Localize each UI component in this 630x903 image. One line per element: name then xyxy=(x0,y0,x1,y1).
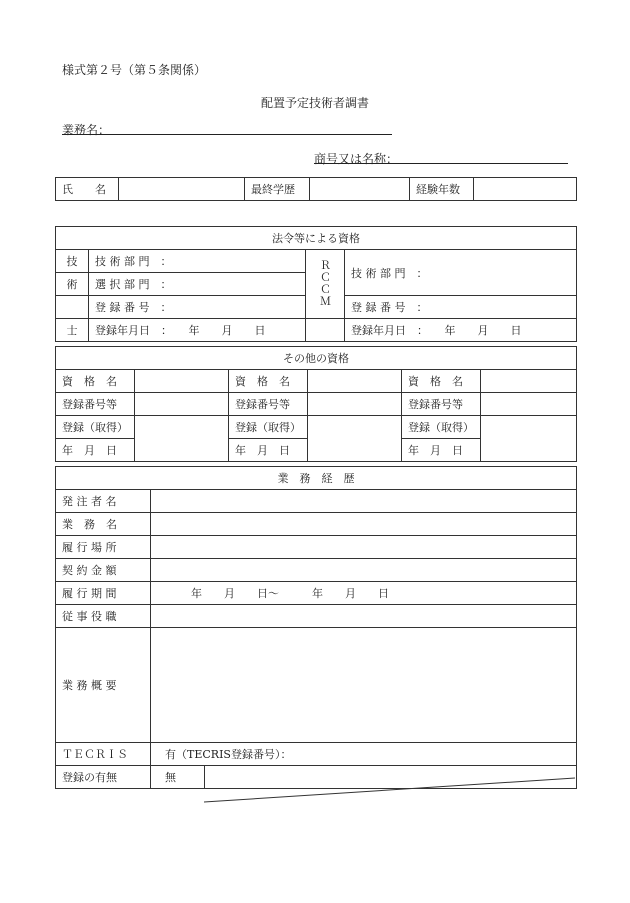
qual-name-input-3[interactable] xyxy=(481,370,577,393)
experience-table xyxy=(55,466,577,789)
engineer-char-blank xyxy=(56,296,89,319)
ymd-label-1: 年 月 日 xyxy=(56,439,135,462)
acquired-label-3: 登録（取得） xyxy=(402,416,481,439)
tecris-label: ＴＥＣＲＩＳ xyxy=(56,743,151,766)
period-input[interactable]: 年 月 日～ 年 月 日 xyxy=(151,582,577,605)
client-label: 発 注 者 名 xyxy=(56,490,151,513)
engineer-field-select-dept[interactable]: 選 択 部 門 ： xyxy=(89,273,306,296)
engineer-field-tech-dept[interactable]: 技 術 部 門 ： xyxy=(89,250,306,273)
tecris-yes[interactable]: 有（TECRIS登録番号）： xyxy=(151,743,577,766)
amount-input[interactable] xyxy=(151,559,577,582)
engineer-field-reg-date[interactable]: 登録年月日 ： 年 月 日 xyxy=(89,319,306,342)
reg-no-label-3: 登録番号等 xyxy=(402,393,481,416)
company-label: 商号又は名称： xyxy=(314,152,399,166)
reg-no-input-3[interactable] xyxy=(481,393,577,416)
education-input[interactable] xyxy=(310,178,410,201)
contract-name-input[interactable] xyxy=(62,134,392,135)
qual-name-input-1[interactable] xyxy=(135,370,229,393)
acquired-input-1[interactable] xyxy=(135,416,229,462)
work-input[interactable] xyxy=(151,513,577,536)
engineer-char-1: 技 xyxy=(56,250,89,273)
other-quals-table xyxy=(55,346,577,462)
summary-label: 業 務 概 要 xyxy=(56,628,151,743)
document-title: 配置予定技術者調書 xyxy=(260,96,369,110)
rccm-field-reg-date[interactable]: 登録年月日 ： 年 月 日 xyxy=(345,319,577,342)
education-label: 最終学歴 xyxy=(245,178,310,201)
tecris-no[interactable]: 無 xyxy=(151,766,205,789)
rccm-empty xyxy=(306,319,345,342)
amount-label: 契 約 金 額 xyxy=(56,559,151,582)
acquired-label-1: 登録（取得） xyxy=(56,416,135,439)
header-table xyxy=(55,177,577,201)
role-input[interactable] xyxy=(151,605,577,628)
reg-no-input-2[interactable] xyxy=(308,393,402,416)
work-label: 業 務 名 xyxy=(56,513,151,536)
qualifications-title: 法令等による資格 xyxy=(56,227,577,250)
engineer-char-2: 術 xyxy=(56,273,89,296)
ymd-label-2: 年 月 日 xyxy=(229,439,308,462)
name-input[interactable] xyxy=(119,178,245,201)
rccm-field-reg-no[interactable]: 登 録 番 号 ： xyxy=(345,296,577,319)
acquired-input-3[interactable] xyxy=(481,416,577,462)
ymd-label-3: 年 月 日 xyxy=(402,439,481,462)
qual-name-label-1: 資 格 名 xyxy=(56,370,135,393)
reg-no-input-1[interactable] xyxy=(135,393,229,416)
diagonal-line xyxy=(204,777,576,803)
reg-no-label-2: 登録番号等 xyxy=(229,393,308,416)
company-input[interactable] xyxy=(314,163,568,164)
tecris-reg-label: 登録の有無 xyxy=(56,766,151,789)
summary-input[interactable] xyxy=(151,628,577,743)
form-number: 様式第２号（第５条関係） xyxy=(62,63,207,77)
rccm-label: ＲＣＣＭ xyxy=(306,250,345,319)
name-label: 氏 名 xyxy=(56,178,119,201)
rccm-field-tech-dept[interactable]: 技 術 部 門 ： xyxy=(345,250,577,296)
experience-label: 経験年数 xyxy=(410,178,474,201)
qual-name-label-2: 資 格 名 xyxy=(229,370,308,393)
acquired-input-2[interactable] xyxy=(308,416,402,462)
client-input[interactable] xyxy=(151,490,577,513)
experience-title: 業 務 経 歴 xyxy=(56,467,577,490)
location-input[interactable] xyxy=(151,536,577,559)
contract-name-label: 業務名： xyxy=(62,123,111,137)
experience-input[interactable] xyxy=(474,178,577,201)
acquired-label-2: 登録（取得） xyxy=(229,416,308,439)
engineer-field-reg-no[interactable]: 登 録 番 号 ： xyxy=(89,296,306,319)
period-label: 履 行 期 間 xyxy=(56,582,151,605)
qualifications-table xyxy=(55,226,577,342)
role-label: 従 事 役 職 xyxy=(56,605,151,628)
location-label: 履 行 場 所 xyxy=(56,536,151,559)
other-quals-title: その他の資格 xyxy=(56,347,577,370)
engineer-char-3: 士 xyxy=(56,319,89,342)
reg-no-label-1: 登録番号等 xyxy=(56,393,135,416)
qual-name-input-2[interactable] xyxy=(308,370,402,393)
qual-name-label-3: 資 格 名 xyxy=(402,370,481,393)
